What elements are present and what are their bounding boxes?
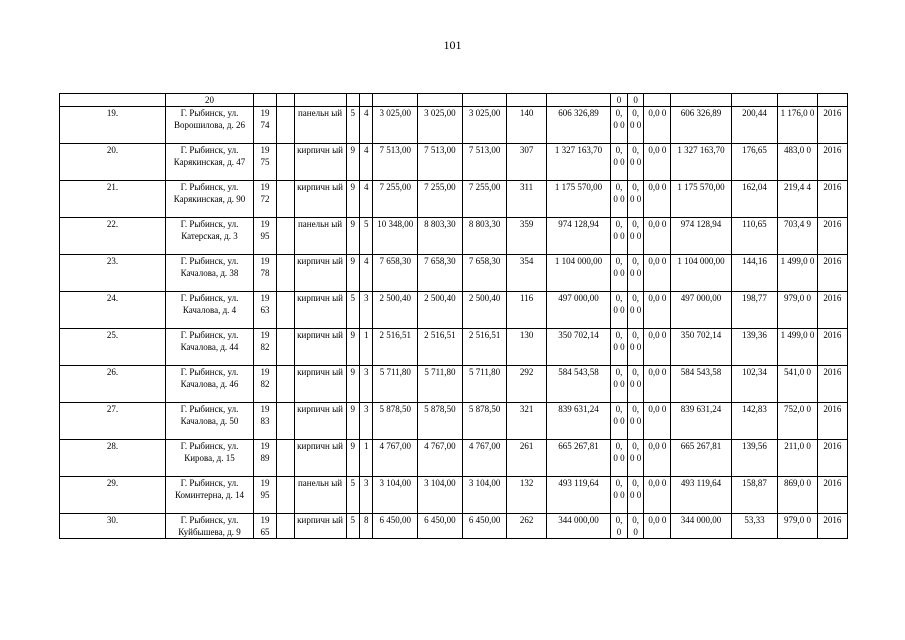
build-year-cell: 19 89 (254, 440, 277, 477)
cost-per-m2-cell: 102,34 (731, 366, 778, 403)
living-area-cell: 5 878,50 (418, 403, 463, 440)
cost-limit-cell: 703,4 9 (778, 218, 817, 255)
row-number-cell: 26. (60, 366, 166, 403)
entrances-cell: 4 (359, 255, 372, 292)
owned-area-cell: 8 803,30 (462, 218, 507, 255)
repair-cost-total-cell: 344 000,00 (671, 514, 731, 539)
completion-year-cell: 2016 (817, 181, 847, 218)
owned-area-cell: 2 500,40 (462, 292, 507, 329)
build-year-cell: 19 82 (254, 329, 277, 366)
blank-cell-cell (276, 366, 294, 403)
residents-cell: 321 (507, 403, 546, 440)
fund-3-cell: 0,0 0 (644, 107, 671, 144)
owned-area-cell: 2 516,51 (462, 329, 507, 366)
fund-3-cell: 0,0 0 (644, 144, 671, 181)
floors-cell: 5 (346, 107, 359, 144)
residents-cell: 140 (507, 107, 546, 144)
fund-2-cell: 0, 0 0 (627, 107, 644, 144)
address-cell: Г. Рыбинск, ул. Карякинская, д. 90 (165, 181, 253, 218)
fund-2-cell: 0, 0 0 (627, 366, 644, 403)
row-number-cell: 21. (60, 181, 166, 218)
address-cell: Г. Рыбинск, ул. Качалова, д. 4 (165, 292, 253, 329)
cost-per-m2-cell: 162,04 (731, 181, 778, 218)
fund-1-cell: 0, 0 0 (611, 292, 628, 329)
table-row (60, 255, 848, 292)
wall-material-cell: кирпичн ый (294, 255, 346, 292)
row-number-cell: 28. (60, 440, 166, 477)
address-tail: 20 (165, 94, 253, 107)
repair-cost-cell: 974 128,94 (546, 218, 610, 255)
living-area-cell: 3 104,00 (418, 477, 463, 514)
repair-cost-cell: 493 119,64 (546, 477, 610, 514)
cost-limit-cell: 1 499,0 0 (778, 329, 817, 366)
row-number-cell: 27. (60, 403, 166, 440)
build-year-cell: 19 65 (254, 514, 277, 539)
build-year-cell: 19 63 (254, 292, 277, 329)
fund-3-cell: 0,0 0 (644, 403, 671, 440)
total-area-cell: 3 025,00 (373, 107, 418, 144)
address-cell: Г. Рыбинск, ул. Катерская, д. 3 (165, 218, 253, 255)
living-area-cell: 8 803,30 (418, 218, 463, 255)
repair-cost-total-cell: 584 543,58 (671, 366, 731, 403)
table-row (60, 329, 848, 366)
entrances-cell: 3 (359, 292, 372, 329)
owned-area-cell: 6 450,00 (462, 514, 507, 539)
table-row-continued: 20 0 0 (60, 94, 848, 107)
floors-cell: 9 (346, 329, 359, 366)
fund-1-cell: 0, 0 0 (611, 329, 628, 366)
fund-2-cell: 0, 0 0 (627, 144, 644, 181)
address-cell: Г. Рыбинск, ул. Ворошилова, д. 26 (165, 107, 253, 144)
fund-3-cell: 0,0 0 (644, 366, 671, 403)
wall-material-cell: панельн ый (294, 107, 346, 144)
repair-cost-total-cell: 497 000,00 (671, 292, 731, 329)
wall-material-cell: кирпичн ый (294, 403, 346, 440)
completion-year-cell: 2016 (817, 477, 847, 514)
owned-area-cell: 3 104,00 (462, 477, 507, 514)
blank-cell-cell (276, 218, 294, 255)
repair-cost-total-cell: 665 267,81 (671, 440, 731, 477)
living-area-cell: 2 500,40 (418, 292, 463, 329)
floors-cell: 9 (346, 366, 359, 403)
cost-limit-cell: 1 499,0 0 (778, 255, 817, 292)
residents-cell: 132 (507, 477, 546, 514)
address-cell: Г. Рыбинск, ул. Коминтерна, д. 14 (165, 477, 253, 514)
completion-year-cell: 2016 (817, 514, 847, 539)
row-number-cell: 30. (60, 514, 166, 539)
total-area-cell: 10 348,00 (373, 218, 418, 255)
build-year-cell: 19 82 (254, 366, 277, 403)
repair-cost-total-cell: 493 119,64 (671, 477, 731, 514)
build-year-cell: 19 78 (254, 255, 277, 292)
table-row (60, 292, 848, 329)
blank-cell-cell (276, 181, 294, 218)
total-area-cell: 5 878,50 (373, 403, 418, 440)
residents-cell: 307 (507, 144, 546, 181)
repair-cost-cell: 606 326,89 (546, 107, 610, 144)
cost-per-m2-cell: 176,65 (731, 144, 778, 181)
cost-per-m2-cell: 139,56 (731, 440, 778, 477)
owned-area-cell: 5 878,50 (462, 403, 507, 440)
total-area-cell: 7 255,00 (373, 181, 418, 218)
fund-1-cell: 0, 0 0 (611, 366, 628, 403)
fund-1-cell: 0, 0 0 (611, 218, 628, 255)
cost-per-m2-cell: 200,44 (731, 107, 778, 144)
completion-year-cell: 2016 (817, 107, 847, 144)
address-cell: Г. Рыбинск, ул. Кирова, д. 15 (165, 440, 253, 477)
residents-cell: 261 (507, 440, 546, 477)
address-cell: Г. Рыбинск, ул. Качалова, д. 38 (165, 255, 253, 292)
repair-cost-total-cell: 1 104 000,00 (671, 255, 731, 292)
completion-year-cell: 2016 (817, 218, 847, 255)
blank-cell-cell (276, 144, 294, 181)
entrances-cell: 4 (359, 181, 372, 218)
fund-1-cell: 0, 0 0 (611, 144, 628, 181)
floors-cell: 9 (346, 255, 359, 292)
total-area-cell: 3 104,00 (373, 477, 418, 514)
address-cell: Г. Рыбинск, ул. Качалова, д. 50 (165, 403, 253, 440)
blank-cell-cell (276, 440, 294, 477)
completion-year-cell: 2016 (817, 144, 847, 181)
total-area-cell: 6 450,00 (373, 514, 418, 539)
entrances-cell: 1 (359, 329, 372, 366)
fund-3-cell: 0,0 0 (644, 440, 671, 477)
fund-1-cell: 0, 0 (611, 514, 628, 539)
build-year-cell: 19 83 (254, 403, 277, 440)
cost-limit-cell: 752,0 0 (778, 403, 817, 440)
wall-material-cell: кирпичн ый (294, 144, 346, 181)
floors-cell: 9 (346, 181, 359, 218)
table-row (60, 218, 848, 255)
fund-2-cell: 0, 0 0 (627, 440, 644, 477)
total-area-cell: 2 516,51 (373, 329, 418, 366)
blank-cell-cell (276, 477, 294, 514)
repair-cost-cell: 1 327 163,70 (546, 144, 610, 181)
wall-material-cell: кирпичн ый (294, 366, 346, 403)
wall-material-cell: панельн ый (294, 477, 346, 514)
wall-material-cell: кирпичн ый (294, 329, 346, 366)
build-year-cell: 19 75 (254, 144, 277, 181)
wall-material-cell: кирпичн ый (294, 514, 346, 539)
residents-cell: 130 (507, 329, 546, 366)
repair-cost-cell: 344 000,00 (546, 514, 610, 539)
build-year-cell: 19 74 (254, 107, 277, 144)
repair-cost-cell: 350 702,14 (546, 329, 610, 366)
repair-cost-cell: 665 267,81 (546, 440, 610, 477)
row-number-cell: 22. (60, 218, 166, 255)
blank-cell-cell (276, 329, 294, 366)
row-number-cell: 25. (60, 329, 166, 366)
table-row (60, 477, 848, 514)
table-row (60, 366, 848, 403)
table-row (60, 144, 848, 181)
cost-limit-cell: 541,0 0 (778, 366, 817, 403)
completion-year-cell: 2016 (817, 366, 847, 403)
blank-cell-cell (276, 514, 294, 539)
cost-per-m2-cell: 198,77 (731, 292, 778, 329)
address-cell: Г. Рыбинск, ул. Куйбышева, д. 9 (165, 514, 253, 539)
living-area-cell: 7 513,00 (418, 144, 463, 181)
cost-limit-cell: 219,4 4 (778, 181, 817, 218)
fund-3-cell: 0,0 0 (644, 292, 671, 329)
repair-cost-total-cell: 606 326,89 (671, 107, 731, 144)
total-area-cell: 2 500,40 (373, 292, 418, 329)
floors-cell: 9 (346, 218, 359, 255)
cost-per-m2-cell: 110,65 (731, 218, 778, 255)
floors-cell: 5 (346, 477, 359, 514)
total-area-cell: 5 711,80 (373, 366, 418, 403)
residents-cell: 292 (507, 366, 546, 403)
fund-2-cell: 0, 0 0 (627, 403, 644, 440)
owned-area-cell: 7 255,00 (462, 181, 507, 218)
entrances-cell: 4 (359, 144, 372, 181)
cost-limit-cell: 211,0 0 (778, 440, 817, 477)
table-row (60, 440, 848, 477)
repair-cost-total-cell: 839 631,24 (671, 403, 731, 440)
fund-3-cell: 0,0 0 (644, 329, 671, 366)
cost-per-m2-cell: 158,87 (731, 477, 778, 514)
blank-cell-cell (276, 107, 294, 144)
floors-cell: 9 (346, 440, 359, 477)
cost-limit-cell: 979,0 0 (778, 292, 817, 329)
fund-2-cell: 0, 0 0 (627, 292, 644, 329)
wall-material-cell: кирпичн ый (294, 181, 346, 218)
cost-per-m2-cell: 139,36 (731, 329, 778, 366)
fund-2-cell: 0, 0 0 (627, 255, 644, 292)
owned-area-cell: 7 658,30 (462, 255, 507, 292)
fund-3-cell: 0,0 0 (644, 514, 671, 539)
repair-cost-total-cell: 974 128,94 (671, 218, 731, 255)
fund-1-cell: 0, 0 0 (611, 403, 628, 440)
fund-2-cell: 0, 0 0 (627, 218, 644, 255)
owned-area-cell: 4 767,00 (462, 440, 507, 477)
row-number-cell: 23. (60, 255, 166, 292)
repair-cost-cell: 497 000,00 (546, 292, 610, 329)
cost-limit-cell: 979,0 0 (778, 514, 817, 539)
residents-cell: 359 (507, 218, 546, 255)
entrances-cell: 5 (359, 218, 372, 255)
owned-area-cell: 5 711,80 (462, 366, 507, 403)
table-row (60, 107, 848, 144)
entrances-cell: 1 (359, 440, 372, 477)
cost-per-m2-cell: 144,16 (731, 255, 778, 292)
repair-cost-total-cell: 350 702,14 (671, 329, 731, 366)
repair-cost-cell: 584 543,58 (546, 366, 610, 403)
entrances-cell: 3 (359, 366, 372, 403)
repair-cost-cell: 1 104 000,00 (546, 255, 610, 292)
repair-cost-cell: 839 631,24 (546, 403, 610, 440)
floors-cell: 9 (346, 144, 359, 181)
owned-area-cell: 7 513,00 (462, 144, 507, 181)
cost-limit-cell: 1 176,0 0 (778, 107, 817, 144)
table-row (60, 403, 848, 440)
cost-per-m2-cell: 53,33 (731, 514, 778, 539)
cost-per-m2-cell: 142,83 (731, 403, 778, 440)
completion-year-cell: 2016 (817, 329, 847, 366)
fund-1-cell: 0, 0 0 (611, 477, 628, 514)
build-year-cell: 19 72 (254, 181, 277, 218)
residents-cell: 262 (507, 514, 546, 539)
cost-limit-cell: 869,0 0 (778, 477, 817, 514)
completion-year-cell: 2016 (817, 440, 847, 477)
build-year-cell: 19 95 (254, 477, 277, 514)
fund-2-cell: 0, 0 0 (627, 477, 644, 514)
living-area-cell: 5 711,80 (418, 366, 463, 403)
fund-3-cell: 0,0 0 (644, 181, 671, 218)
entrances-cell: 8 (359, 514, 372, 539)
total-area-cell: 7 658,30 (373, 255, 418, 292)
row-number-cell: 20. (60, 144, 166, 181)
table-row (60, 514, 848, 539)
entrances-cell: 3 (359, 403, 372, 440)
living-area-cell: 6 450,00 (418, 514, 463, 539)
total-area-cell: 4 767,00 (373, 440, 418, 477)
housing-table (59, 93, 848, 539)
fund-2-cell: 0, 0 0 (627, 181, 644, 218)
floors-cell: 9 (346, 403, 359, 440)
total-area-cell: 7 513,00 (373, 144, 418, 181)
address-cell: Г. Рыбинск, ул. Качалова, д. 46 (165, 366, 253, 403)
wall-material-cell: кирпичн ый (294, 440, 346, 477)
fund-3-cell: 0,0 0 (644, 477, 671, 514)
residents-cell: 354 (507, 255, 546, 292)
fund-3-cell: 0,0 0 (644, 255, 671, 292)
blank-cell-cell (276, 255, 294, 292)
address-cell: Г. Рыбинск, ул. Качалова, д. 44 (165, 329, 253, 366)
living-area-cell: 4 767,00 (418, 440, 463, 477)
fund-1-cell: 0, 0 0 (611, 255, 628, 292)
fund-1-cell: 0, 0 0 (611, 440, 628, 477)
page-number: 101 (443, 38, 462, 52)
row-number-cell: 29. (60, 477, 166, 514)
row-number-cell: 24. (60, 292, 166, 329)
living-area-cell: 7 658,30 (418, 255, 463, 292)
row-number-cell: 19. (60, 107, 166, 144)
table-row (60, 181, 848, 218)
fund-2-cell: 0, 0 0 (627, 329, 644, 366)
floors-cell: 5 (346, 514, 359, 539)
entrances-cell: 4 (359, 107, 372, 144)
entrances-cell: 3 (359, 477, 372, 514)
blank-cell-cell (276, 292, 294, 329)
repair-cost-total-cell: 1 327 163,70 (671, 144, 731, 181)
address-cell: Г. Рыбинск, ул. Карякинская, д. 47 (165, 144, 253, 181)
wall-material-cell: панельн ый (294, 218, 346, 255)
living-area-cell: 2 516,51 (418, 329, 463, 366)
repair-cost-total-cell: 1 175 570,00 (671, 181, 731, 218)
residents-cell: 311 (507, 181, 546, 218)
repair-cost-cell: 1 175 570,00 (546, 181, 610, 218)
floors-cell: 5 (346, 292, 359, 329)
residents-cell: 116 (507, 292, 546, 329)
completion-year-cell: 2016 (817, 255, 847, 292)
wall-material-cell: кирпичн ый (294, 292, 346, 329)
fund-3-cell: 0,0 0 (644, 218, 671, 255)
owned-area-cell: 3 025,00 (462, 107, 507, 144)
completion-year-cell: 2016 (817, 403, 847, 440)
completion-year-cell: 2016 (817, 292, 847, 329)
fund-1-cell: 0, 0 0 (611, 181, 628, 218)
blank-cell-cell (276, 403, 294, 440)
fund-2-cell: 0, 0 (627, 514, 644, 539)
living-area-cell: 7 255,00 (418, 181, 463, 218)
build-year-cell: 19 95 (254, 218, 277, 255)
fund-1-cell: 0, 0 0 (611, 107, 628, 144)
cost-limit-cell: 483,0 0 (778, 144, 817, 181)
living-area-cell: 3 025,00 (418, 107, 463, 144)
